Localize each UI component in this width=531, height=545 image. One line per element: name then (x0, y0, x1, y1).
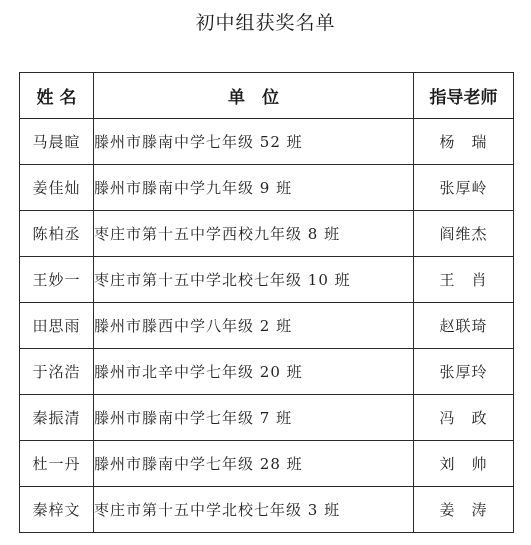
student-name: 田思雨 (20, 303, 94, 349)
teacher-name: 张厚岭 (414, 165, 514, 211)
school-unit: 滕州市滕南中学九年级 9 班 (94, 165, 414, 211)
award-table (19, 72, 514, 533)
teacher-name: 冯 政 (414, 395, 514, 441)
school-unit: 枣庄市第十五中学北校七年级 10 班 (94, 257, 414, 303)
student-name: 秦振清 (20, 395, 94, 441)
teacher-name: 杨 瑞 (414, 119, 514, 165)
table-row (20, 165, 514, 211)
school-unit: 滕州市滕南中学七年级 52 班 (94, 119, 414, 165)
school-unit: 滕州市滕南中学七年级 28 班 (94, 441, 414, 487)
page-title: 初中组获奖名单 (195, 12, 336, 34)
student-name: 王妙一 (20, 257, 94, 303)
table-header-row (20, 73, 514, 119)
student-name: 秦梓文 (20, 487, 94, 533)
table-row (20, 395, 514, 441)
table-row (20, 349, 514, 395)
header-unit: 单 位 (94, 73, 414, 119)
teacher-name: 阎维杰 (414, 211, 514, 257)
table-row (20, 487, 514, 533)
header-name: 姓 名 (20, 73, 94, 119)
student-name: 于洺浩 (20, 349, 94, 395)
teacher-name: 王 肖 (414, 257, 514, 303)
student-name: 陈柏丞 (20, 211, 94, 257)
student-name: 姜佳灿 (20, 165, 94, 211)
school-unit: 枣庄市第十五中学西校九年级 8 班 (94, 211, 414, 257)
school-unit: 滕州市北辛中学七年级 20 班 (94, 349, 414, 395)
school-unit: 枣庄市第十五中学北校七年级 3 班 (94, 487, 414, 533)
header-teacher: 指导老师 (414, 73, 514, 119)
teacher-name: 刘 帅 (414, 441, 514, 487)
table-row (20, 441, 514, 487)
student-name: 杜一丹 (20, 441, 94, 487)
teacher-name: 姜 涛 (414, 487, 514, 533)
table-row (20, 303, 514, 349)
student-name: 马晨暄 (20, 119, 94, 165)
table-row (20, 211, 514, 257)
school-unit: 滕州市滕南中学七年级 7 班 (94, 395, 414, 441)
teacher-name: 张厚玲 (414, 349, 514, 395)
school-unit: 滕州市滕西中学八年级 2 班 (94, 303, 414, 349)
teacher-name: 赵联琦 (414, 303, 514, 349)
table-row (20, 119, 514, 165)
table-row (20, 257, 514, 303)
